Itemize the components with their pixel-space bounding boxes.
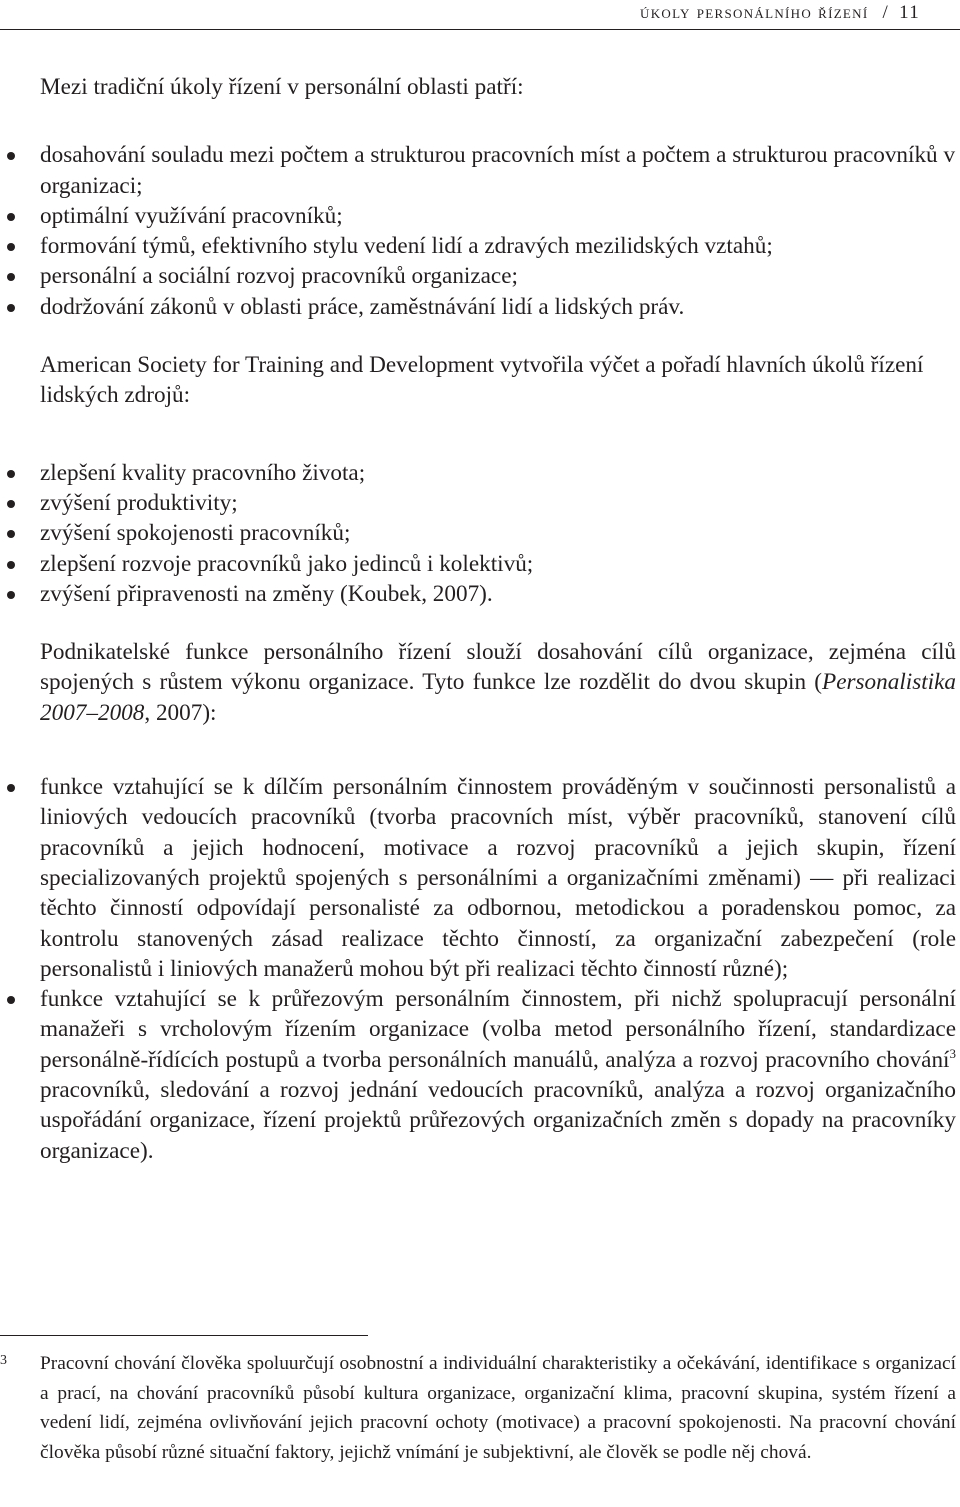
list-item: zvýšení připravenosti na změny (Koubek, 2007). — [40, 579, 956, 609]
list-item-text-after: pracovníků, sledování a rozvoj jednání vedoucích pracovníků, analýza a rozvoj organizačního uspořádání organizace, řízení projektů průřezových organizačních změn s dopady na pracovníky organizace). — [40, 1077, 956, 1164]
list-item: funkce vztahující se k dílčím personálním činnostem prováděným v součinnosti personalistů a liniových vedoucích pracovníků (tvorba pracovních míst, výběr pracovníků, stanovení cílů pracovníků a jejich hodnocení, motivace a rozvoj pracovníků a jejich skupin, řízení specializovaných projektů spojených s personálními a organizačními změnami) — při realizaci těchto činností odpovídají personalisté za odbornou, metodickou a poradenskou pomoc, za kontrolu stanovených zásad realizace těchto činností, za organizační zabezpečení (role personalistů i liniových manažerů mohou být při realizaci těchto činností různé); — [40, 772, 956, 984]
functions-paragraph — [40, 637, 956, 728]
list-item: dodržování zákonů v oblasti práce, zaměstnávání lidí a lidských práv. — [40, 292, 956, 322]
traditional-tasks-list — [40, 140, 956, 322]
footnote-reference[interactable]: 3 — [949, 1045, 956, 1061]
running-title: úkoly personálního řízení — [640, 2, 869, 23]
list-item: zvýšení produktivity; — [40, 488, 956, 518]
list-item: dosahování souladu mezi počtem a strukturou pracovních míst a počtem a strukturou pracovníků v organizaci; — [40, 140, 956, 201]
list-item: personální a sociální rozvoj pracovníků organizace; — [40, 261, 956, 291]
header-separator: / — [882, 2, 890, 23]
functions-text-after: , 2007): — [144, 699, 217, 726]
astd-tasks-list — [40, 458, 956, 609]
page-body — [40, 72, 956, 1166]
list-item: zlepšení rozvoje pracovníků jako jedinců i kolektivů; — [40, 549, 956, 579]
page-number: 11 — [899, 2, 920, 23]
list-item: optimální využívání pracovníků; — [40, 201, 956, 231]
function-groups-list — [40, 772, 956, 1166]
list-item: zlepšení kvality pracovního života; — [40, 458, 956, 488]
footnote-text: Pracovní chování člověka spoluurčují osobnostní a individuální charakteristiky a očekávání, identifikace s organizací a prací, na chování pracovníků působí kultura organizace, organizační klima, pracovní skupina, systém řízení a vedení lidí, zejména ovlivňování jejich pracovní ochoty (motivace) a pracovní spokojenosti. Na pracovní chování člověka působí různé situační faktory, jejichž vnímání je subjektivní, ale člověk se podle něj chová. — [40, 1353, 956, 1463]
functions-text-before: Podnikatelské funkce personálního řízení slouží dosahování cílů organizace, zejména cílů spojených s růstem výkonu organizace. Tyto funkce lze rozdělit do dvou skupin ( — [40, 639, 956, 696]
list-item: formování týmů, efektivního stylu vedení lidí a zdravých mezilidských vztahů; — [40, 231, 956, 261]
astd-paragraph: American Society for Training and Development vytvořila výčet a pořadí hlavních úkolů řízení lidských zdrojů: — [40, 352, 924, 409]
footnote-rule — [0, 1335, 368, 1336]
list-item — [40, 984, 956, 1166]
list-item-text-before: funkce vztahující se k průřezovým personálním činnostem, při nichž spolupracují personální manažeři s vrcholovým řízením organizace (volba metod personálního řízení, standardizace personálně-řídících postupů a tvorba personálních manuálů, analýza a rozvoj pracovního chování — [40, 986, 956, 1073]
intro-paragraph: Mezi tradiční úkoly řízení v personální oblasti patří: — [40, 74, 524, 100]
header-rule — [0, 29, 960, 30]
list-item: zvýšení spokojenosti pracovníků; — [40, 518, 956, 548]
citation-title: Personalistika 2007–2008 — [40, 669, 956, 726]
page-header — [0, 0, 960, 30]
running-head — [640, 2, 920, 24]
footnote-mark: 3 — [0, 1353, 7, 1368]
